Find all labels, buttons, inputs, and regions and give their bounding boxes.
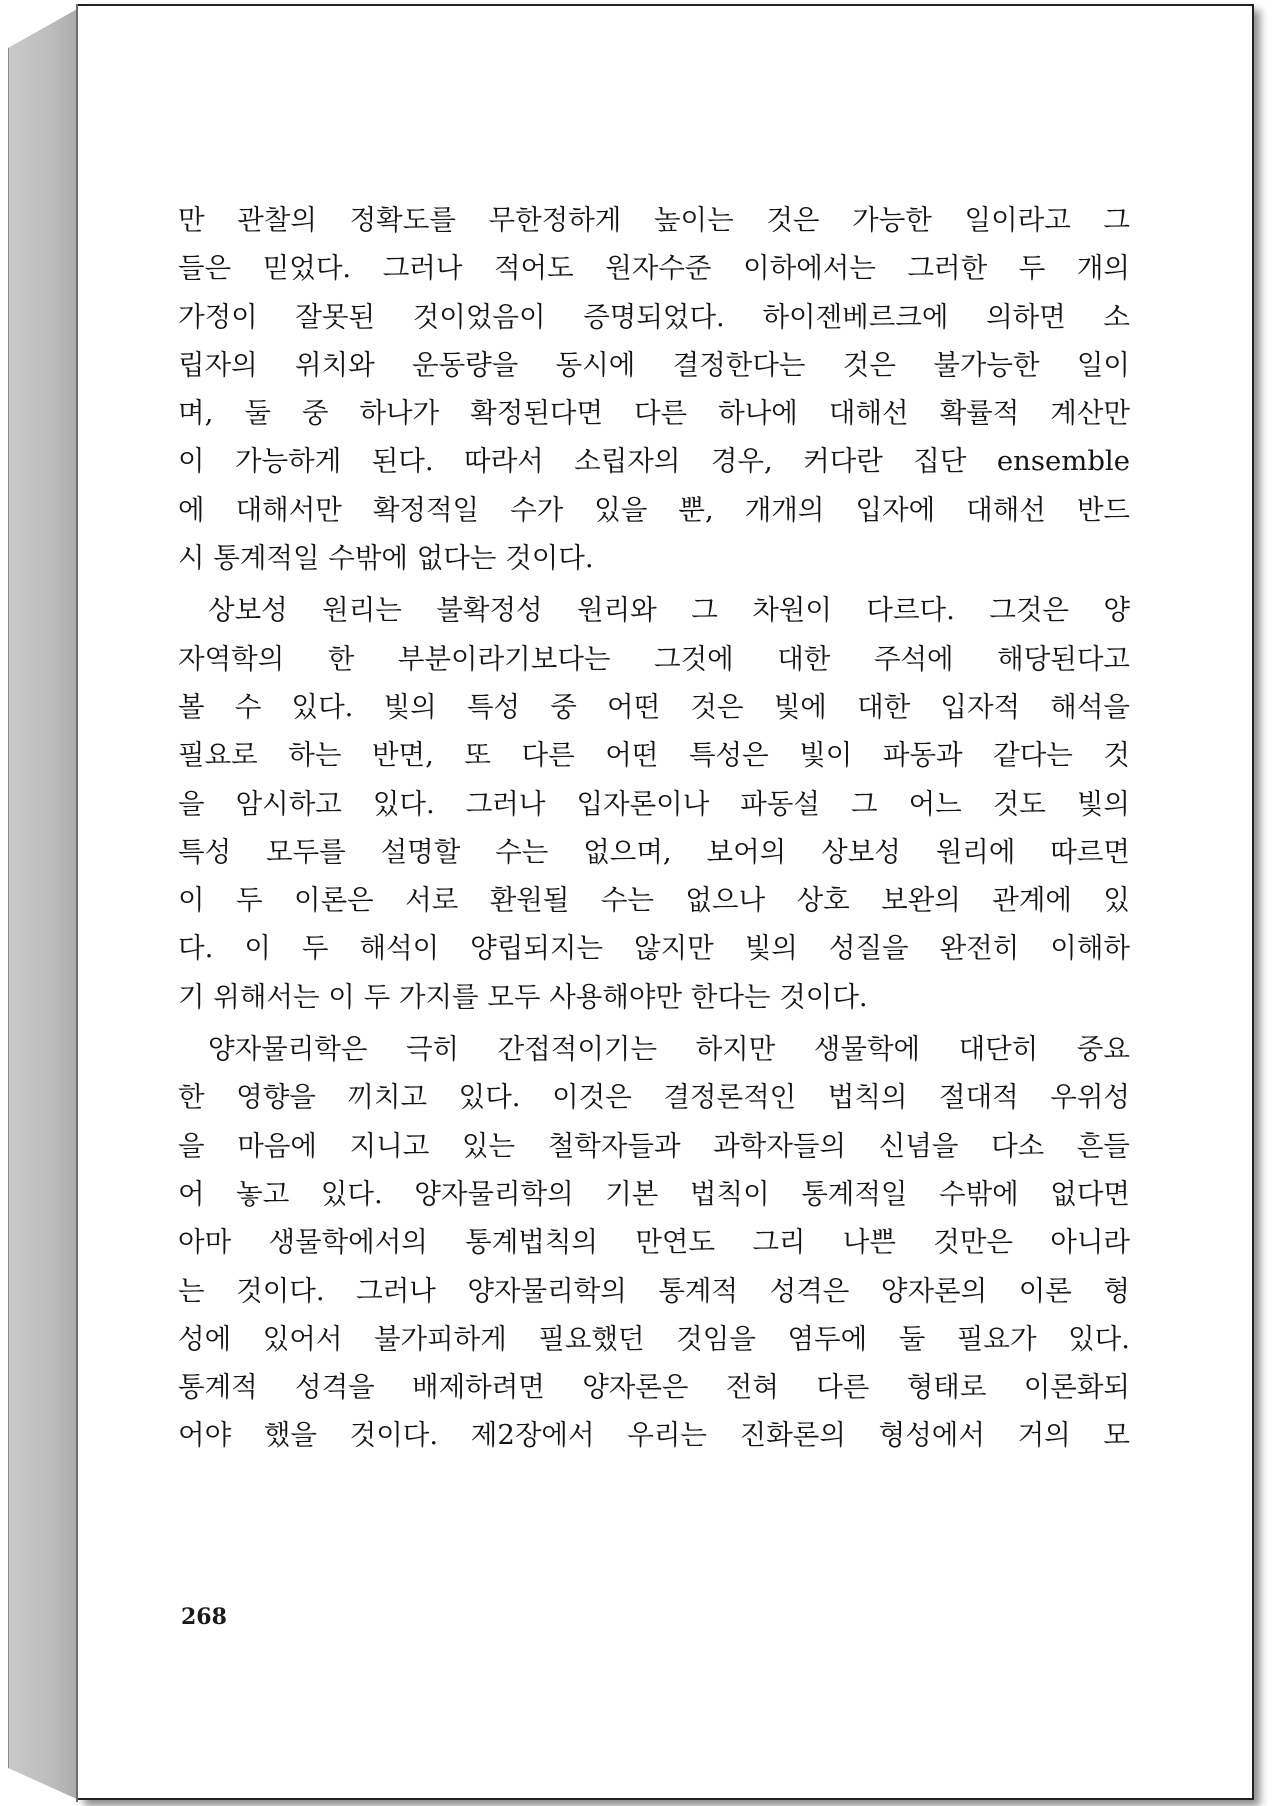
text-line: 아마 생물학에서의 통계법칙의 만연도 그리 나쁜 것만은 아니라 [178,1226,1130,1259]
text-line: 시 통계적일 수밖에 없다는 것이다. [178,542,594,575]
text-line: 성에 있어서 불가피하게 필요했던 것임을 염두에 둘 필요가 있다. [178,1322,1130,1355]
text-line: 한 영향을 끼치고 있다. 이것은 결정론적인 법칙의 절대적 우위성 [178,1081,1130,1114]
paragraph-1 [178,196,1130,582]
text-line: 자역학의 한 부분이라기보다는 그것에 대한 주석에 해당된다고 [178,642,1130,675]
text-line: 다. 이 두 해석이 양립되지는 않지만 빛의 성질을 완전히 이해하 [178,932,1130,965]
page-number: 268 [181,1604,227,1630]
text-line: 립자의 위치와 운동량을 동시에 결정한다는 것은 불가능한 일이 [178,348,1130,381]
text-line: 에 대해서만 확정적일 수가 있을 뿐, 개개의 입자에 대해선 반드 [178,493,1130,526]
text-line: 양자물리학은 극히 간접적이기는 하지만 생물학에 대단히 중요 [208,1033,1130,1066]
paragraph-3 [178,1025,1130,1460]
text-line: 어야 했을 것이다. 제2장에서 우리는 진화론의 형성에서 거의 모 [178,1419,1130,1452]
text-line: 어 놓고 있다. 양자물리학의 기본 법칙이 통계적일 수밖에 없다면 [178,1177,1130,1210]
text-line: 볼 수 있다. 빛의 특성 중 어떤 것은 빛에 대한 입자적 해석을 [178,690,1130,723]
text-line: 기 위해서는 이 두 가지를 모두 사용해야만 한다는 것이다. [178,980,868,1013]
paragraph-2 [178,586,1130,1021]
text-line: 특성 모두를 설명할 수는 없으며, 보어의 상보성 원리에 따르면 [178,835,1130,868]
text-line: 을 마음에 지니고 있는 철학자들과 과학자들의 신념을 다소 흔들 [178,1129,1130,1162]
text-line: 는 것이다. 그러나 양자물리학의 통계적 성격은 양자론의 이론 형 [178,1274,1130,1307]
text-line: 며, 둘 중 하나가 확정된다면 다른 하나에 대해선 확률적 계산만 [178,397,1130,430]
text-line: 을 암시하고 있다. 그러나 입자론이나 파동설 그 어느 것도 빛의 [178,787,1130,820]
text-line: 통계적 성격을 배제하려면 양자론은 전혀 다른 형태로 이론화되 [178,1371,1130,1404]
body-text [178,196,1130,1460]
text-line: 이 두 이론은 서로 환원될 수는 없으나 상호 보완의 관계에 있 [178,884,1130,917]
text-line: 만 관찰의 정확도를 무한정하게 높이는 것은 가능한 일이라고 그 [178,204,1130,236]
text-line: 필요로 하는 반면, 또 다른 어떤 특성은 빛이 파동과 같다는 것 [178,739,1130,772]
text-line: 상보성 원리는 불확정성 원리와 그 차원이 다르다. 그것은 양 [208,594,1130,627]
text-line: 들은 믿었다. 그러나 적어도 원자수준 이하에서는 그러한 두 개의 [178,252,1130,285]
text-line: 가정이 잘못된 것이었음이 증명되었다. 하이젠베르크에 의하면 소 [178,300,1130,333]
text-line: 이 가능하게 된다. 따라서 소립자의 경우, 커다란 집단 ensemble [178,445,1130,478]
book-spine [8,8,79,1800]
